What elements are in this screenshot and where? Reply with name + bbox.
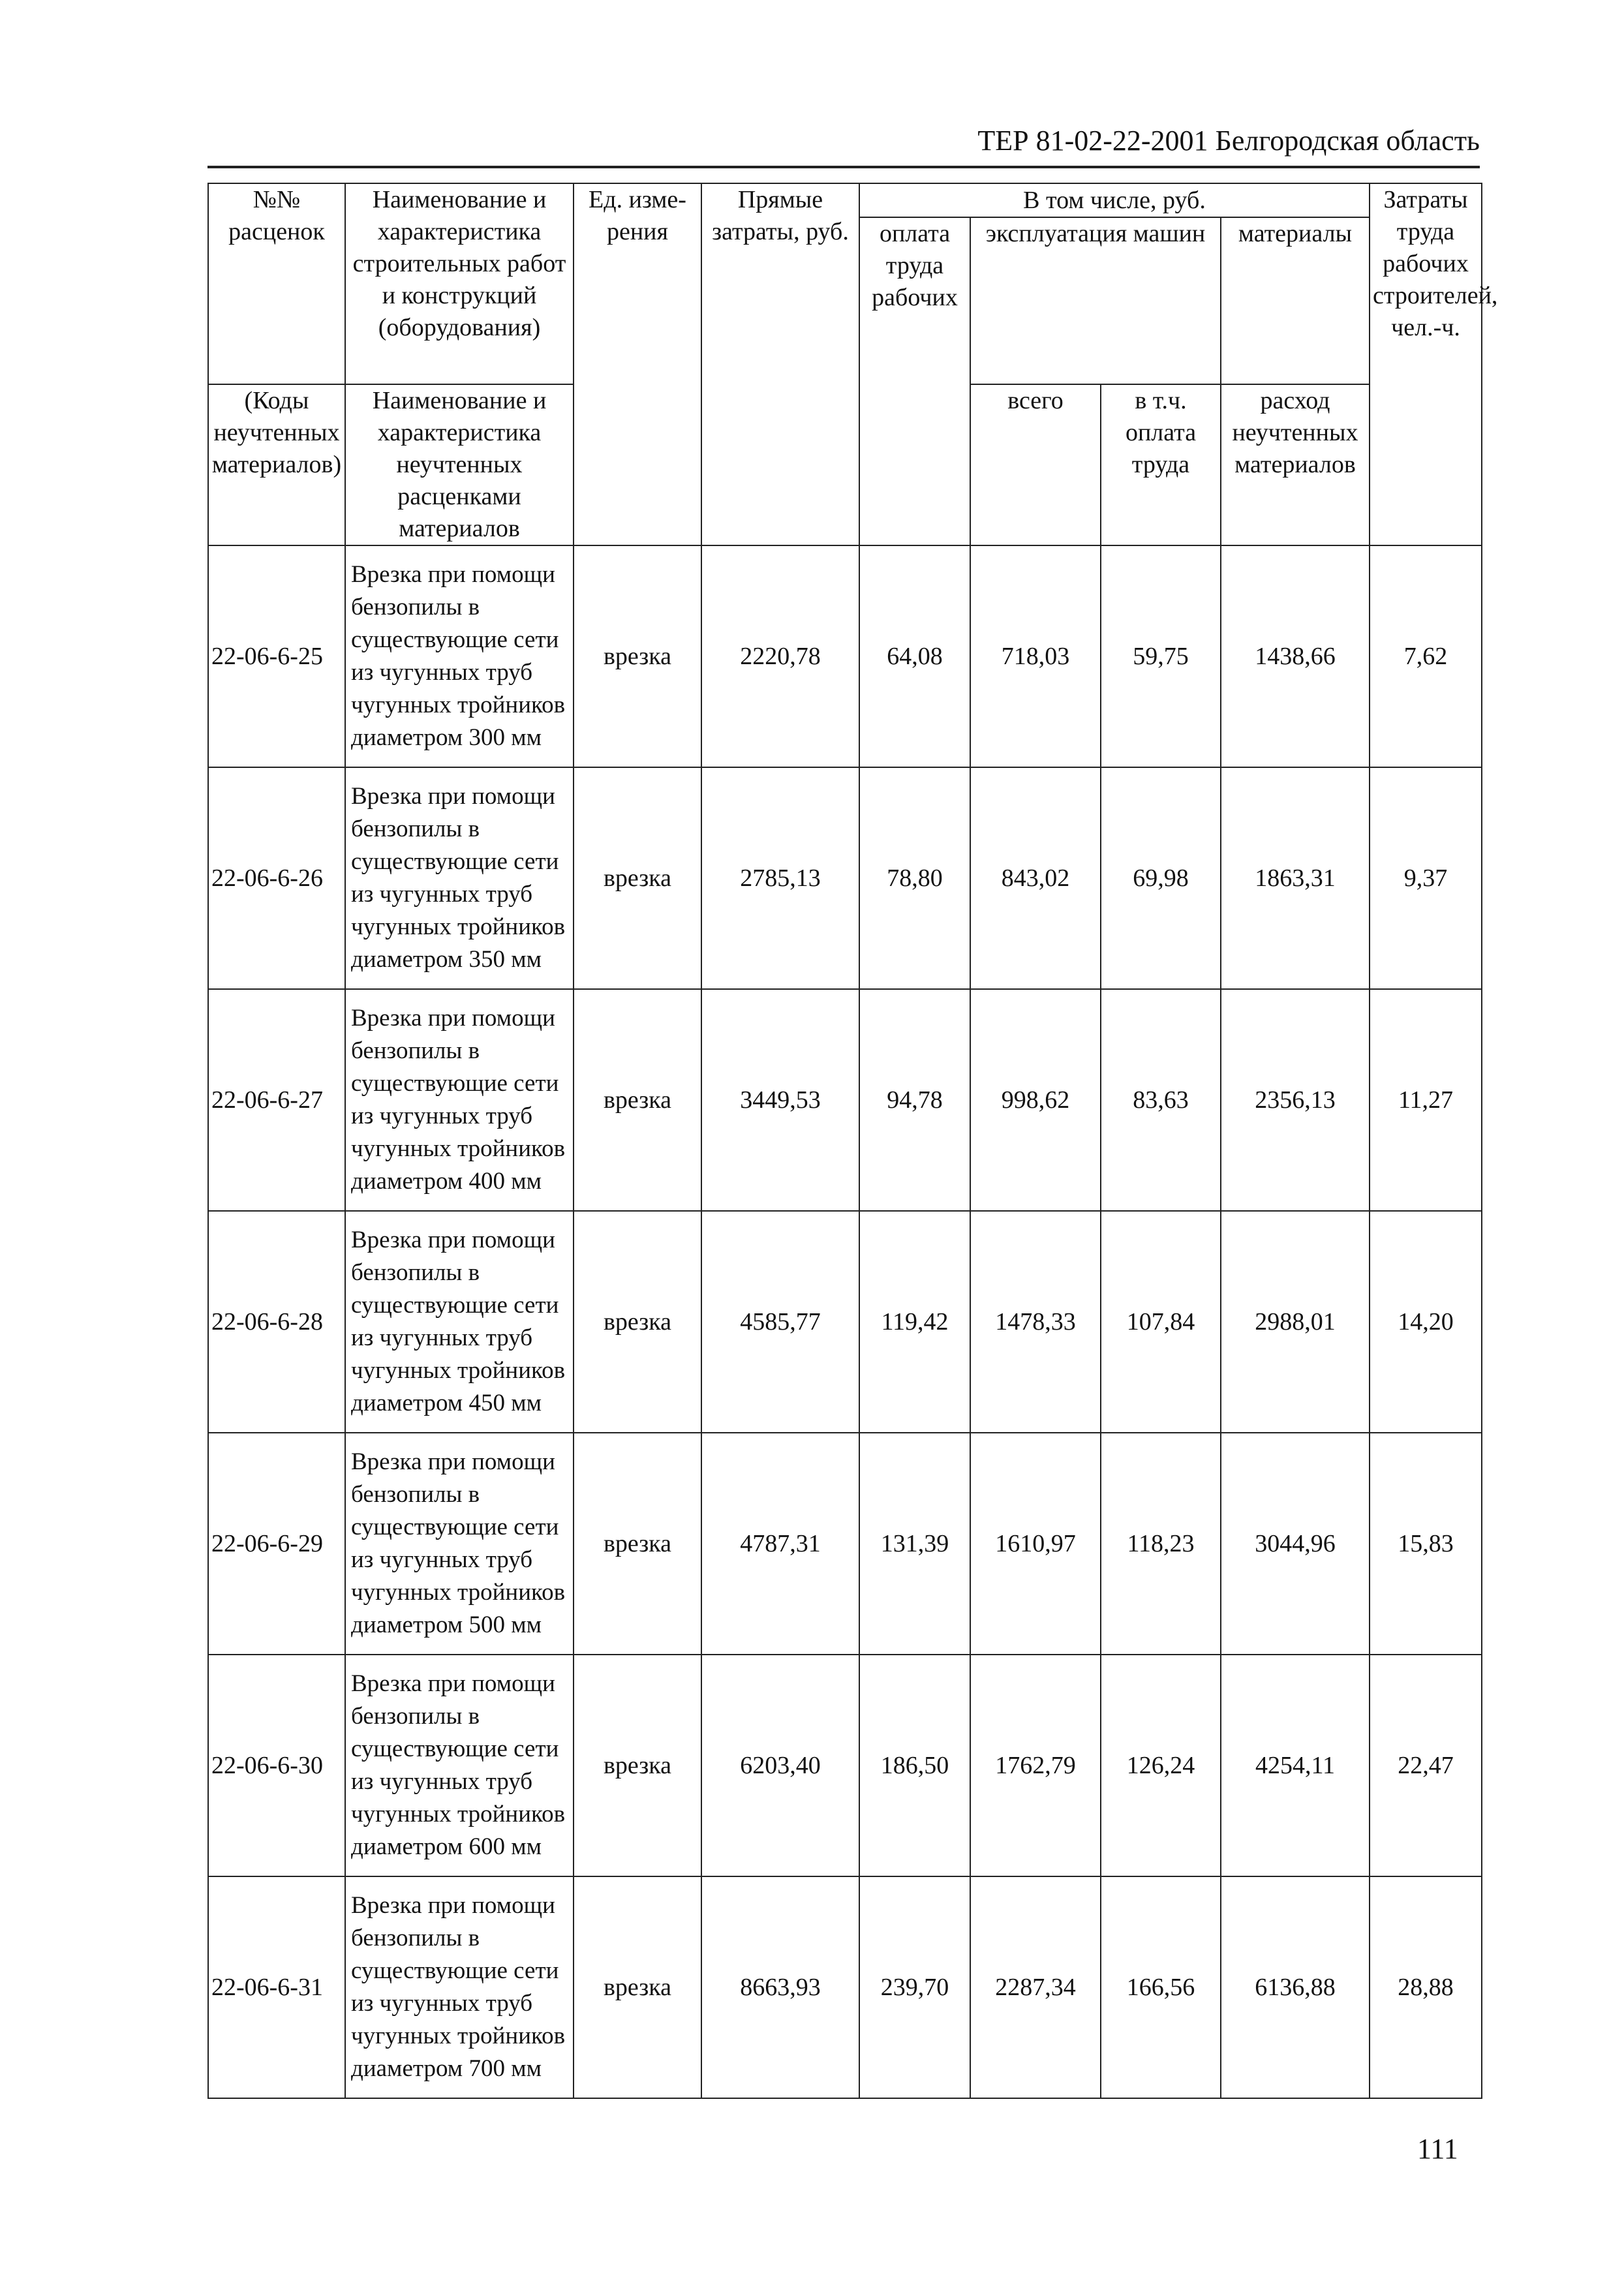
- machines-total-cell: 1762,79: [970, 1655, 1101, 1876]
- work-description-cell: Врезка при помощи бензопилы в существующие сети из чугунных труб чугунных тройников диаметром 600 мм: [345, 1655, 574, 1876]
- page-number: 111: [1417, 2133, 1458, 2165]
- work-description-cell: Врезка при помощи бензопилы в существующие сети из чугунных труб чугунных тройников диаметром 500 мм: [345, 1433, 574, 1655]
- materials-cost-cell: 1863,31: [1221, 767, 1370, 989]
- labor-pay-cell: 131,39: [859, 1433, 970, 1655]
- direct-costs-cell: 6203,40: [701, 1655, 859, 1876]
- labor-hours-cell: 22,47: [1370, 1655, 1482, 1876]
- table-row: [208, 1433, 1482, 1655]
- header-including: В том числе, руб.: [859, 183, 1370, 217]
- subheader-material-codes: (Коды неучтенных материалов): [208, 384, 345, 545]
- subheader-machines-labor: в т.ч. оплата труда: [1101, 384, 1221, 545]
- header-code: №№ расценок: [208, 183, 345, 384]
- unit-cell: врезка: [574, 1433, 701, 1655]
- machines-total-cell: 1610,97: [970, 1433, 1101, 1655]
- table-row: [208, 767, 1482, 989]
- machines-labor-pay-cell: 107,84: [1101, 1211, 1221, 1433]
- unit-cell: врезка: [574, 1655, 701, 1876]
- work-description-cell: Врезка при помощи бензопилы в существующие сети из чугунных труб чугунных тройников диаметром 300 мм: [345, 545, 574, 767]
- materials-cost-cell: 6136,88: [1221, 1876, 1370, 2098]
- header-labor-pay: оплата труда рабочих: [859, 217, 970, 545]
- work-description-cell: Врезка при помощи бензопилы в существующие сети из чугунных труб чугунных тройников диаметром 400 мм: [345, 989, 574, 1211]
- rate-code-cell: 22-06-6-29: [208, 1433, 345, 1655]
- machines-total-cell: 843,02: [970, 767, 1101, 989]
- rate-code-cell: 22-06-6-26: [208, 767, 345, 989]
- labor-pay-cell: 186,50: [859, 1655, 970, 1876]
- direct-costs-cell: 4787,31: [701, 1433, 859, 1655]
- table-row: [208, 1876, 1482, 2098]
- header-direct-costs: Прямые затраты, руб.: [701, 183, 859, 545]
- direct-costs-cell: 2220,78: [701, 545, 859, 767]
- header-unit: Ед. изме-рения: [574, 183, 701, 545]
- table-row: [208, 989, 1482, 1211]
- materials-cost-cell: 1438,66: [1221, 545, 1370, 767]
- labor-hours-cell: 28,88: [1370, 1876, 1482, 2098]
- labor-hours-cell: 9,37: [1370, 767, 1482, 989]
- rate-code-cell: 22-06-6-25: [208, 545, 345, 767]
- unit-cell: врезка: [574, 1211, 701, 1433]
- header-name: Наименование и характеристика строительных работ и конструкций (оборудования): [345, 183, 574, 384]
- direct-costs-cell: 8663,93: [701, 1876, 859, 2098]
- materials-cost-cell: 4254,11: [1221, 1655, 1370, 1876]
- table-row: [208, 1211, 1482, 1433]
- labor-pay-cell: 64,08: [859, 545, 970, 767]
- machines-total-cell: 718,03: [970, 545, 1101, 767]
- materials-cost-cell: 3044,96: [1221, 1433, 1370, 1655]
- work-description-cell: Врезка при помощи бензопилы в существующие сети из чугунных труб чугунных тройников диаметром 450 мм: [345, 1211, 574, 1433]
- labor-pay-cell: 239,70: [859, 1876, 970, 2098]
- machines-total-cell: 1478,33: [970, 1211, 1101, 1433]
- page-header: [207, 124, 1480, 168]
- direct-costs-cell: 2785,13: [701, 767, 859, 989]
- labor-hours-cell: 11,27: [1370, 989, 1482, 1211]
- labor-pay-cell: 119,42: [859, 1211, 970, 1433]
- materials-cost-cell: 2988,01: [1221, 1211, 1370, 1433]
- machines-total-cell: 998,62: [970, 989, 1101, 1211]
- unit-cell: врезка: [574, 545, 701, 767]
- header-rule: [207, 166, 1480, 168]
- labor-hours-cell: 14,20: [1370, 1211, 1482, 1433]
- unit-cell: врезка: [574, 1876, 701, 2098]
- rates-table: [207, 183, 1498, 2099]
- machines-total-cell: 2287,34: [970, 1876, 1101, 2098]
- subheader-machines-total: всего: [970, 384, 1101, 545]
- work-description-cell: Врезка при помощи бензопилы в существующие сети из чугунных труб чугунных тройников диаметром 350 мм: [345, 767, 574, 989]
- machines-labor-pay-cell: 118,23: [1101, 1433, 1221, 1655]
- machines-labor-pay-cell: 166,56: [1101, 1876, 1221, 2098]
- labor-hours-cell: 7,62: [1370, 545, 1482, 767]
- machines-labor-pay-cell: 83,63: [1101, 989, 1221, 1211]
- document-title: ТЕР 81-02-22-2001 Белгородская область: [977, 125, 1480, 157]
- subheader-material-consumption: расход неучтенных материалов: [1221, 384, 1370, 545]
- subheader-material-names: Наименование и характеристика неучтенных расценками материалов: [345, 384, 574, 545]
- machines-labor-pay-cell: 126,24: [1101, 1655, 1221, 1876]
- labor-pay-cell: 94,78: [859, 989, 970, 1211]
- rate-code-cell: 22-06-6-28: [208, 1211, 345, 1433]
- unit-cell: врезка: [574, 767, 701, 989]
- rate-code-cell: 22-06-6-27: [208, 989, 345, 1211]
- header-machines: эксплуатация машин: [970, 217, 1221, 384]
- work-description-cell: Врезка при помощи бензопилы в существующие сети из чугунных труб чугунных тройников диаметром 700 мм: [345, 1876, 574, 2098]
- materials-cost-cell: 2356,13: [1221, 989, 1370, 1211]
- header-labor-hours: Затраты труда рабочих строителей, чел.-ч.: [1370, 183, 1482, 545]
- direct-costs-cell: 4585,77: [701, 1211, 859, 1433]
- machines-labor-pay-cell: 59,75: [1101, 545, 1221, 767]
- rate-code-cell: 22-06-6-31: [208, 1876, 345, 2098]
- direct-costs-cell: 3449,53: [701, 989, 859, 1211]
- table-row: [208, 1655, 1482, 1876]
- machines-labor-pay-cell: 69,98: [1101, 767, 1221, 989]
- header-materials: материалы: [1221, 217, 1370, 384]
- unit-cell: врезка: [574, 989, 701, 1211]
- rate-code-cell: 22-06-6-30: [208, 1655, 345, 1876]
- table-row: [208, 545, 1482, 767]
- labor-pay-cell: 78,80: [859, 767, 970, 989]
- labor-hours-cell: 15,83: [1370, 1433, 1482, 1655]
